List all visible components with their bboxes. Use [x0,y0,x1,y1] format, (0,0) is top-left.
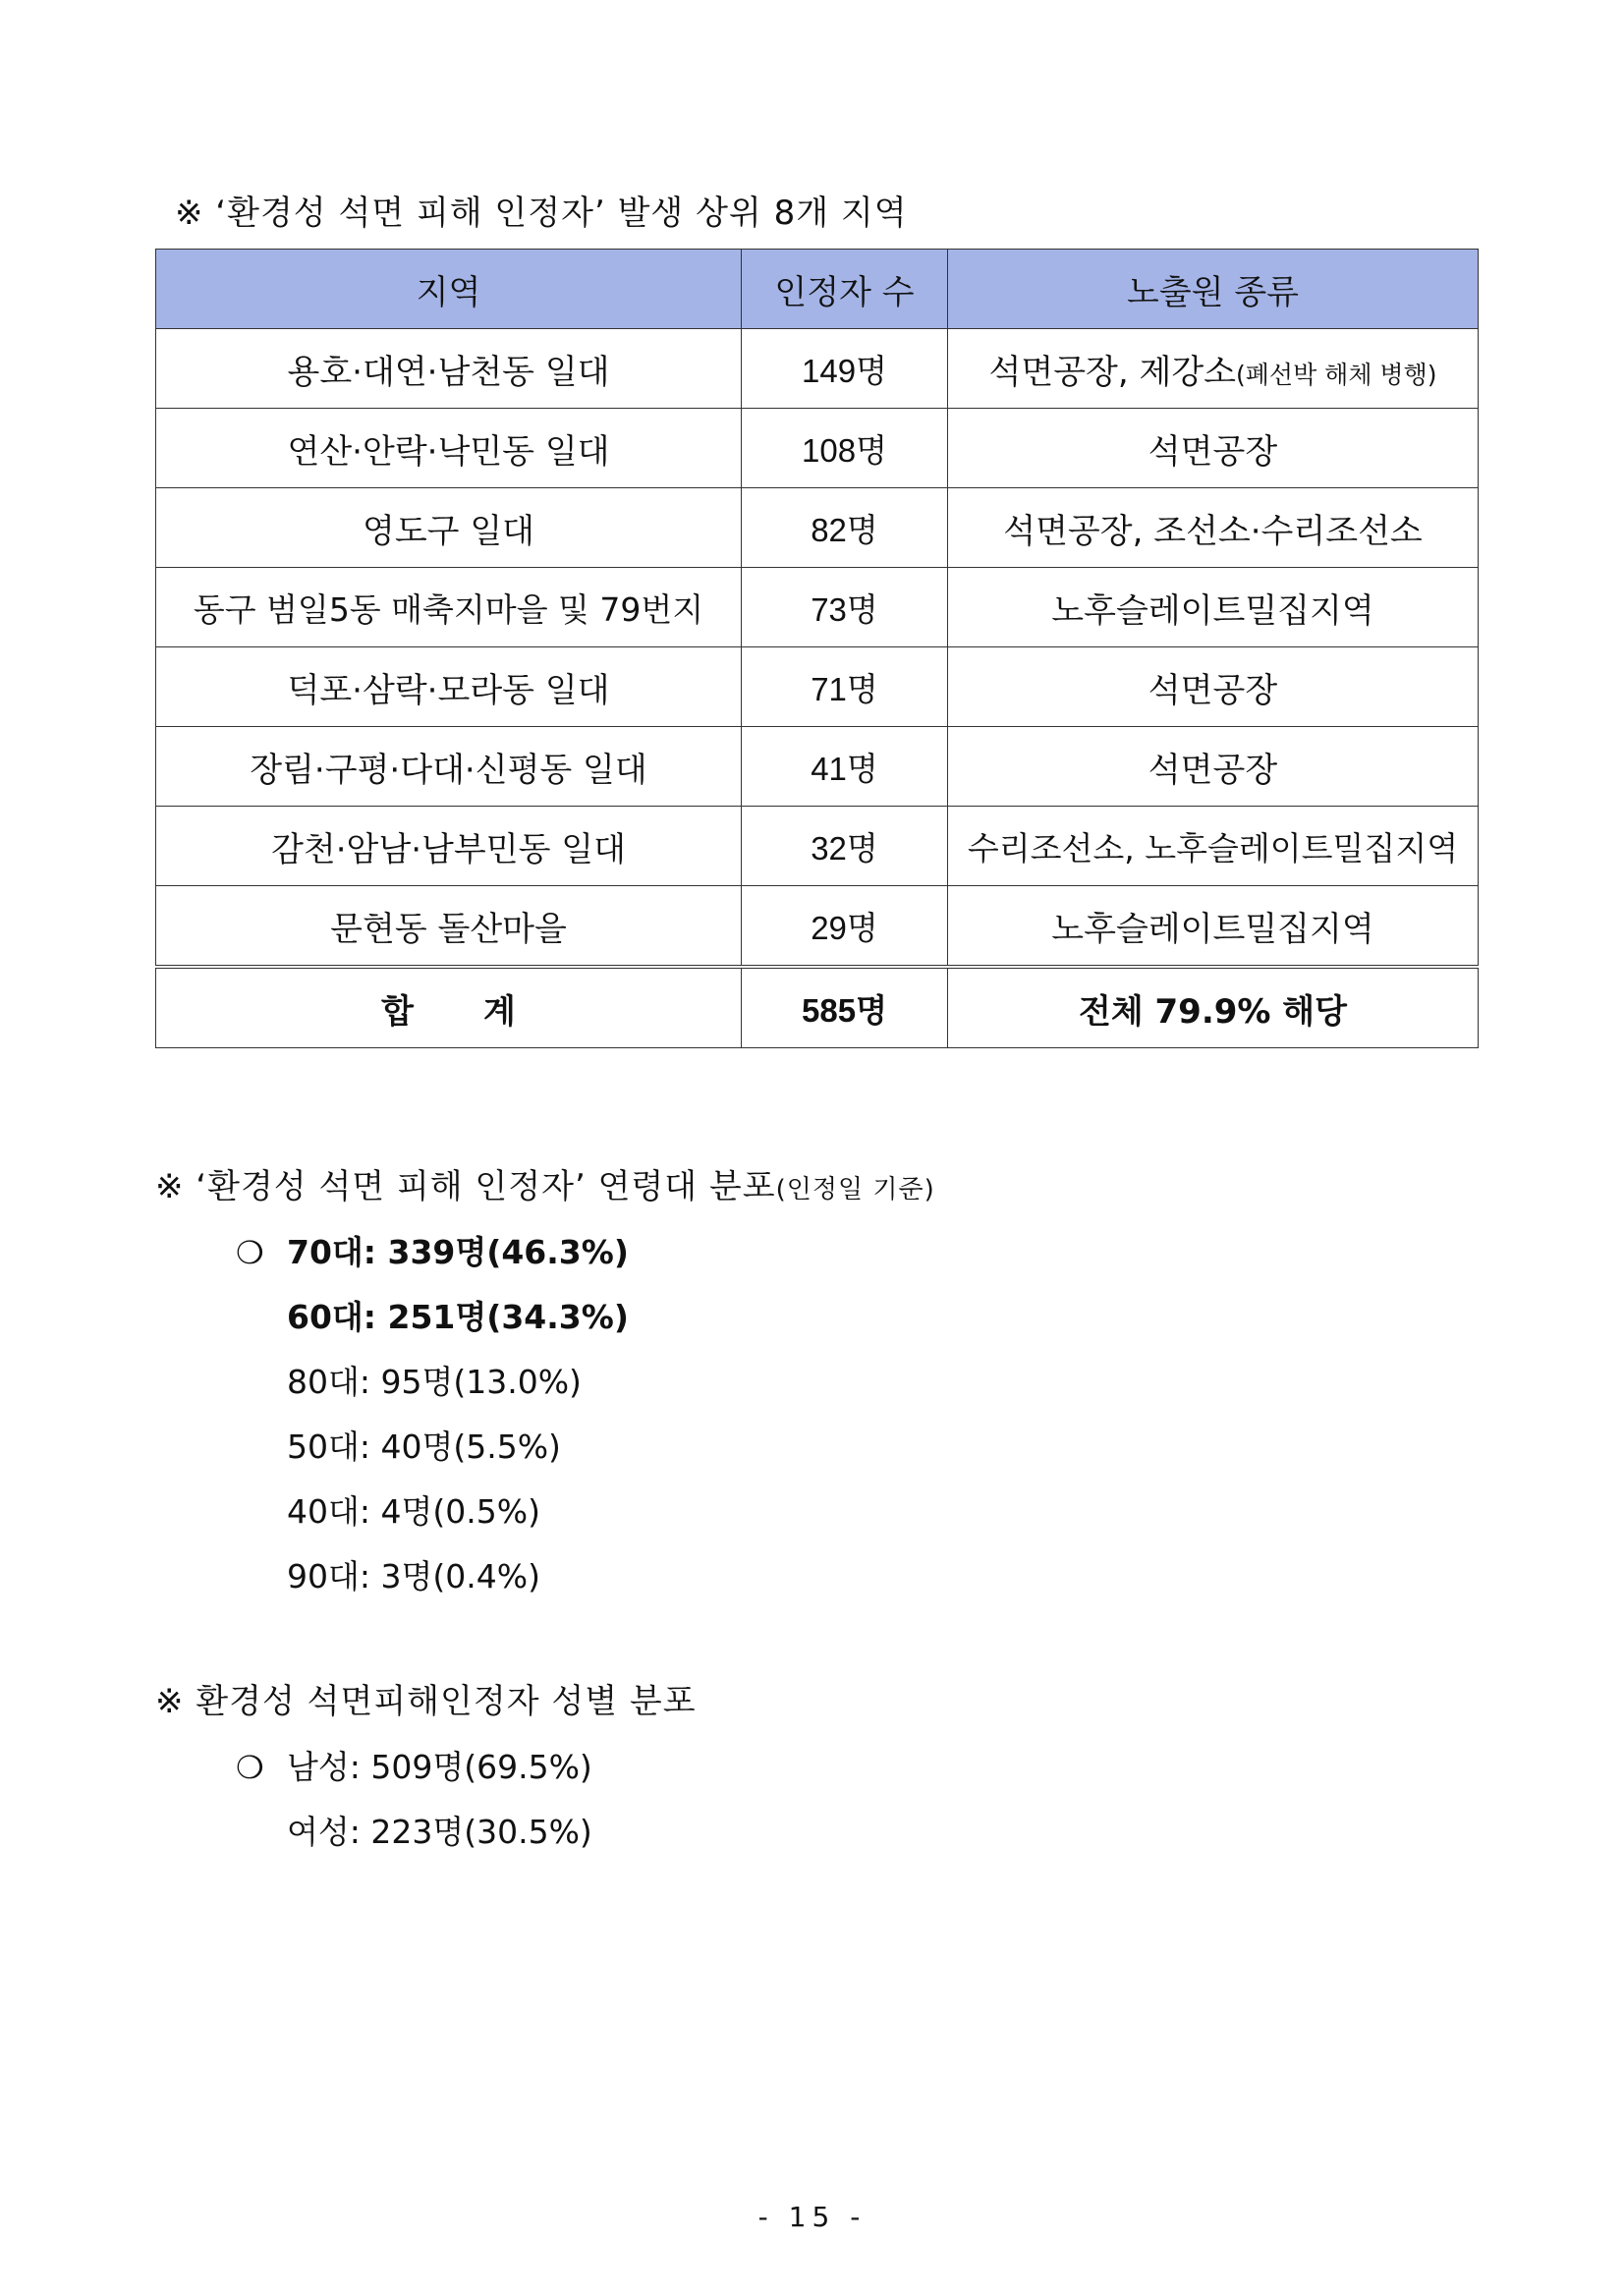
table-row [156,568,1479,647]
table-row [156,409,1479,488]
cell-source: 석면공장 [948,727,1479,807]
section-title-text: ※ 환경성 석면피해인정자 성별 분포 [155,1682,697,1721]
header-count: 인정자 수 [742,250,948,329]
cell-count: 71명 [742,647,948,727]
cell-region: 문현동 돌산마을 [156,886,742,968]
age-distribution-list [236,1220,629,1609]
total-label: 합 계 [156,967,742,1048]
list-item [236,1735,592,1800]
table-row [156,488,1479,568]
gender-distribution-list [236,1735,592,1865]
cell-source: 수리조선소, 노후슬레이트밀집지역 [948,807,1479,886]
cell-count: 41명 [742,727,948,807]
cell-count: 82명 [742,488,948,568]
list-item [287,1544,629,1609]
list-item-text: 여성: 223명(30.5%) [287,1813,592,1851]
cell-count: 149명 [742,329,948,409]
cell-count: 108명 [742,409,948,488]
cell-region: 동구 범일5동 매축지마을 및 79번지 [156,568,742,647]
cell-region: 감천·암남·남부민동 일대 [156,807,742,886]
cell-region: 연산·안락·낙민동 일대 [156,409,742,488]
list-item-text: 50대: 40명(5.5%) [287,1428,561,1466]
page-number: - 15 - [757,2201,867,2233]
cell-source: 노후슬레이트밀집지역 [948,886,1479,968]
cell-count: 32명 [742,807,948,886]
table-row [156,886,1479,968]
list-item [287,1350,629,1415]
header-source: 노출원 종류 [948,250,1479,329]
table-row [156,329,1479,409]
cell-region: 덕포·삼락·모라동 일대 [156,647,742,727]
table-header-row [156,250,1479,329]
section-title-note: (인정일 기준) [775,1175,935,1204]
cell-region: 용호·대연·남천동 일대 [156,329,742,409]
cell-source: 석면공장 [948,409,1479,488]
table-row [156,647,1479,727]
source-main: 석면공장, 제강소 [988,352,1237,392]
list-item-text: 80대: 95명(13.0%) [287,1363,582,1401]
cell-source: 석면공장 [948,647,1479,727]
regions-table [155,249,1479,1048]
total-note: 전체 79.9% 해당 [948,967,1479,1048]
list-item [287,1415,629,1480]
list-item [236,1220,629,1285]
list-item-text: 90대: 3명(0.4%) [287,1557,540,1596]
table-total-row [156,967,1479,1048]
list-item-text: 40대: 4명(0.5%) [287,1492,540,1531]
section-title-age-distribution [155,1167,935,1209]
header-region: 지역 [156,250,742,329]
section-title-gender-distribution [155,1682,697,1721]
cell-region: 영도구 일대 [156,488,742,568]
table-row [156,807,1479,886]
list-item [287,1480,629,1544]
list-item-text: 남성: 509명(69.5%) [287,1748,592,1786]
source-note: (폐선박 해체 병행) [1236,360,1437,389]
cell-source [948,329,1479,409]
bullet-circle-icon: ❍ [236,1234,264,1271]
bullet-circle-icon: ❍ [236,1749,264,1786]
list-item-text: 70대: 339명(46.3%) [287,1233,629,1271]
section-title-top-regions [175,194,908,233]
list-item-text: 60대: 251명(34.3%) [287,1298,629,1336]
section-title-text: ※ ‘환경성 석면 피해 인정자’ 발생 상위 8개 지역 [175,194,908,233]
total-count: 585명 [742,967,948,1048]
cell-count: 29명 [742,886,948,968]
cell-count: 73명 [742,568,948,647]
cell-region: 장림·구평·다대·신평동 일대 [156,727,742,807]
list-item [287,1800,592,1865]
cell-source: 노후슬레이트밀집지역 [948,568,1479,647]
section-title-text: ※ ‘환경성 석면 피해 인정자’ 연령대 분포 [155,1167,776,1206]
table-row [156,727,1479,807]
list-item [287,1285,629,1350]
cell-source: 석면공장, 조선소·수리조선소 [948,488,1479,568]
